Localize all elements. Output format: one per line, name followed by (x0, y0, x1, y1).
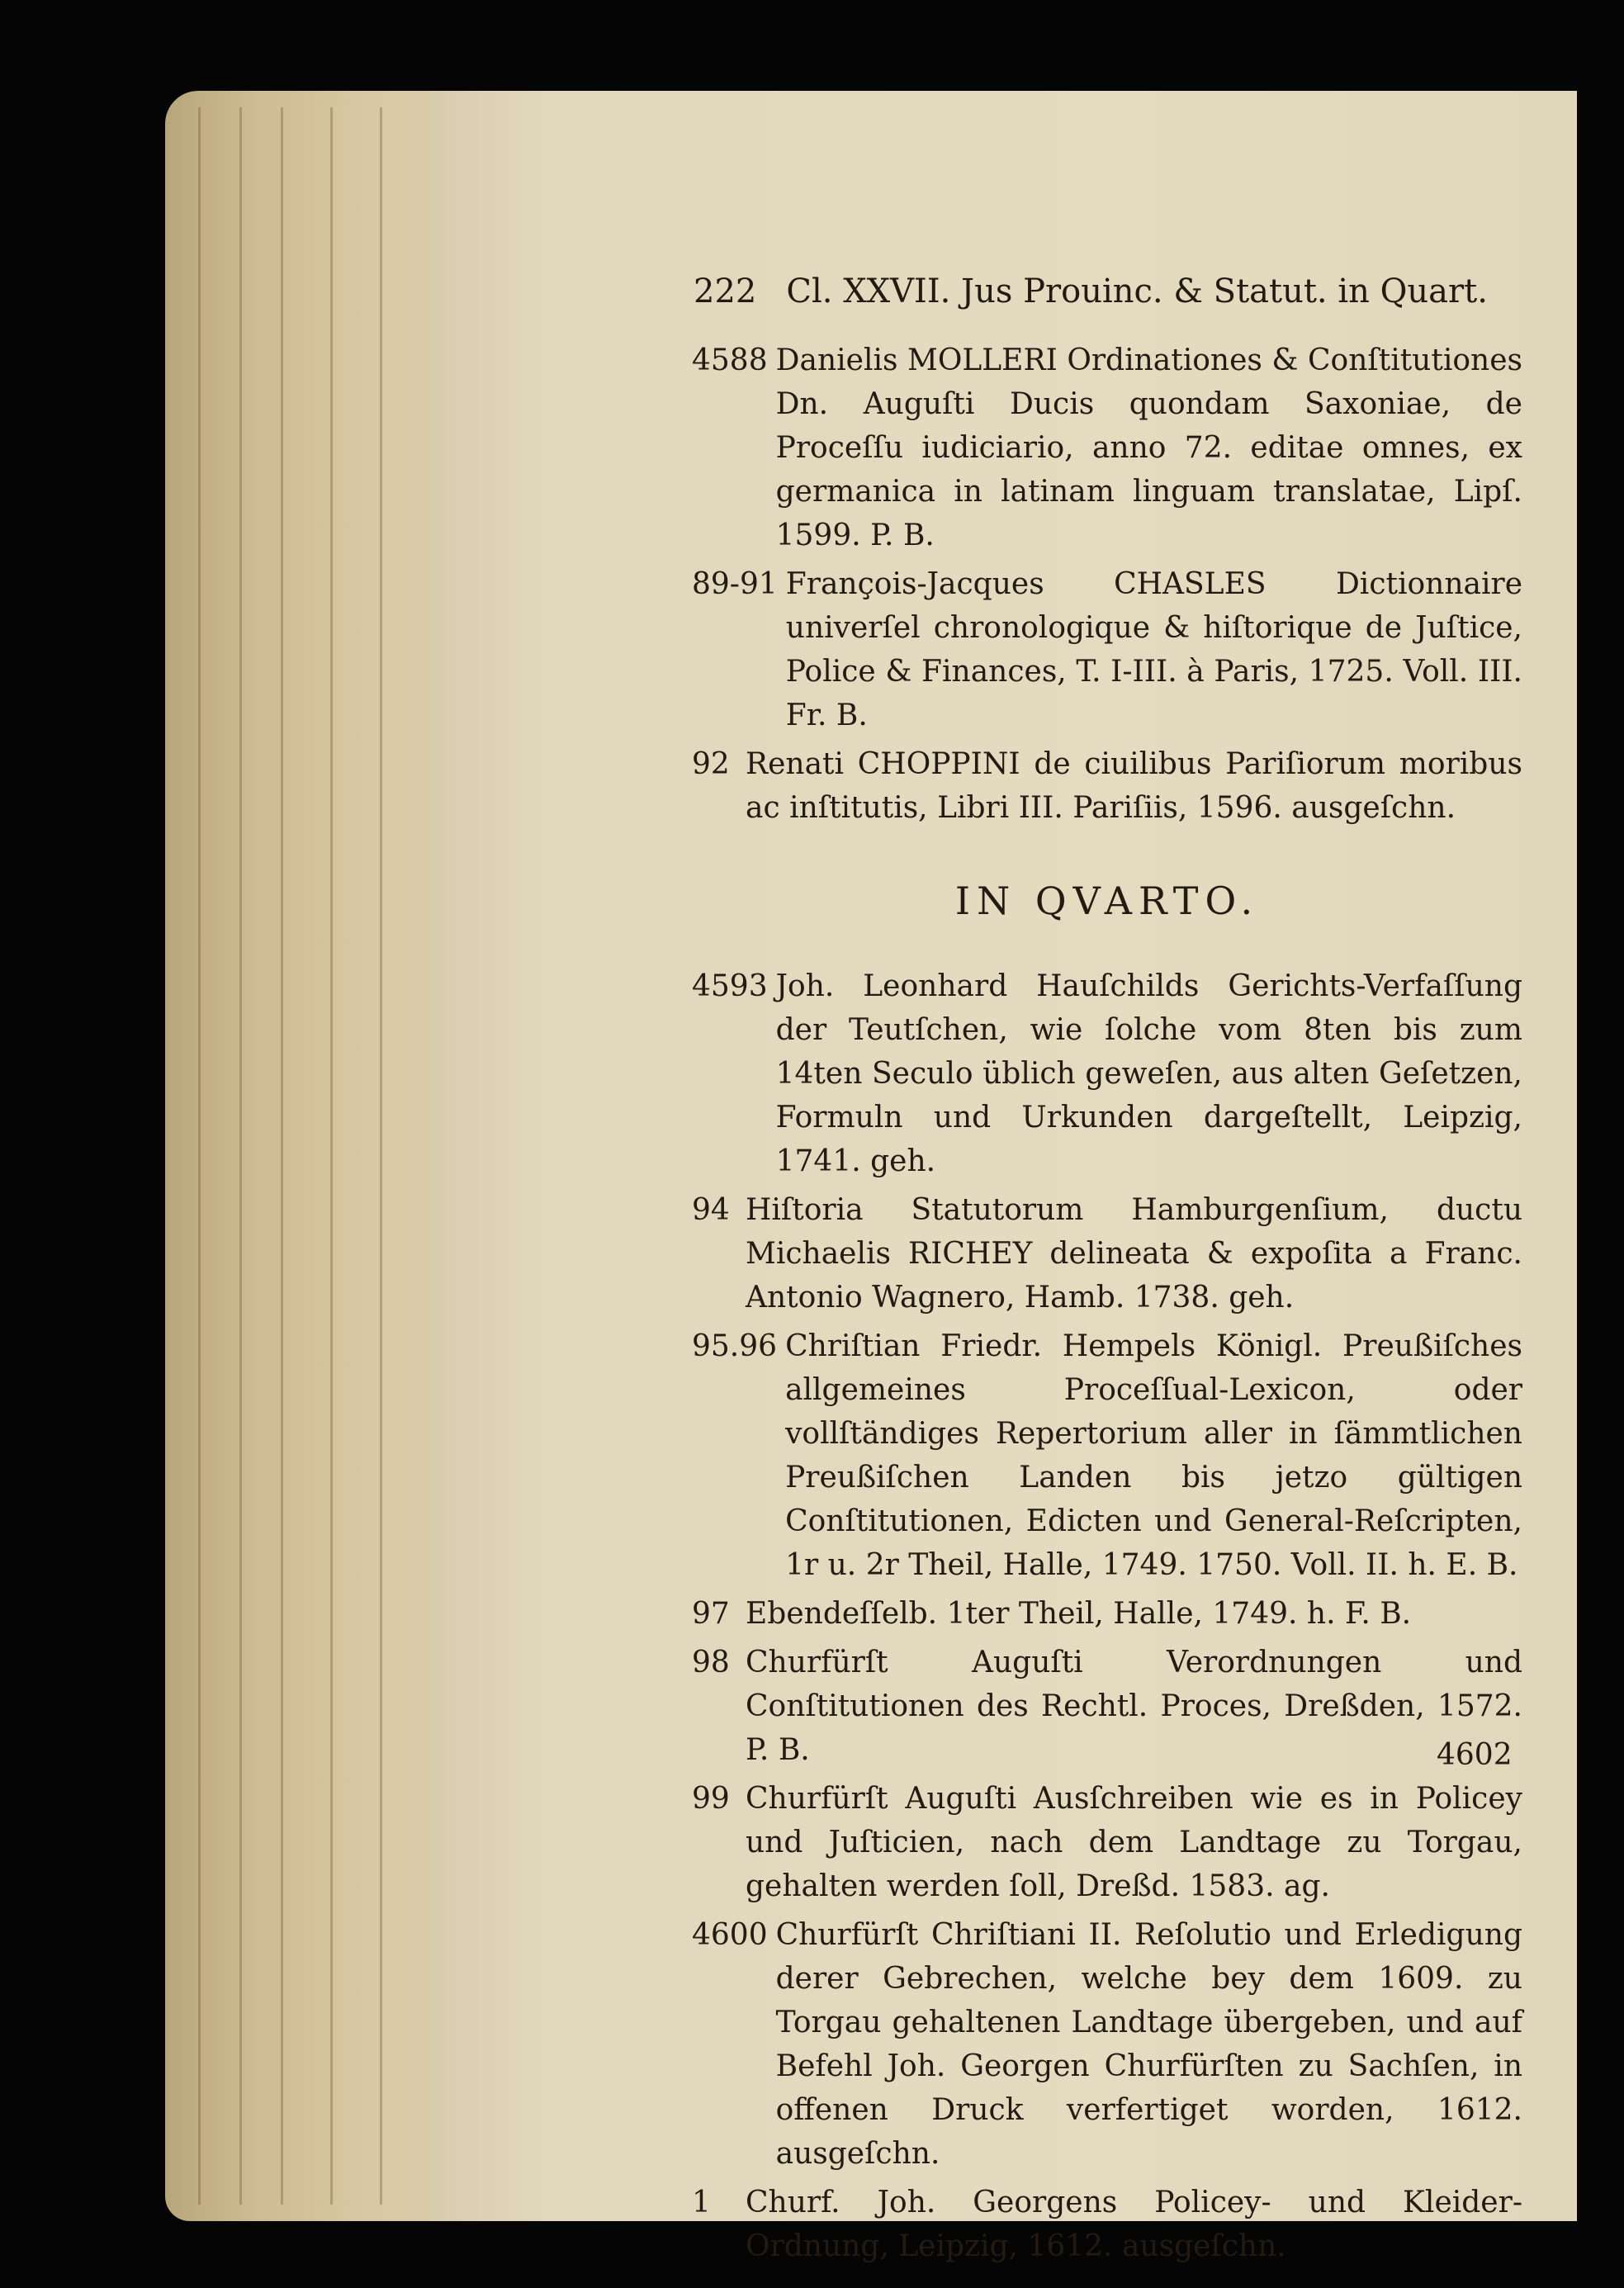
page-edge-line (380, 107, 382, 2205)
entry-text: Hiſtoria Statutorum Hamburgenſium, ductu Michaelis RICHEY delineata & expoſita a Franc. Antonio Wagnero, Hamb. 1738. geh. (746, 1193, 1522, 1315)
running-head (694, 272, 1519, 310)
entry-number: 4593 (692, 969, 768, 1003)
catalogue-entry (692, 742, 1522, 830)
catalogue-entry (692, 562, 1522, 737)
catalogue-text (692, 339, 1522, 2268)
entry-number: 92 (692, 747, 730, 781)
class-title: Cl. XXVII. Jus Prouinc. & Statut. in Quart. (786, 272, 1488, 310)
entry-number: 4588 (692, 343, 768, 377)
entry-text: Ebendeſſelb. 1ter Theil, Halle, 1749. h. F. B. (746, 1597, 1412, 1631)
entry-number: 95.96 (692, 1329, 778, 1363)
catchword: 4602 (1437, 1738, 1513, 1772)
book-page-edges (165, 91, 462, 2221)
entry-number: 4600 (692, 1918, 768, 1952)
catalogue-entry (692, 2181, 1522, 2268)
entry-text: Churf. Joh. Georgens Policey- und Kleider-Ordnung, Leipzig, 1612. ausgeſchn. (746, 2186, 1522, 2263)
entry-text: Chriſtian Friedr. Hempels Königl. Preußiſches allgemeines Proceſſual-Lexicon, oder vollſtändiges Repertorium aller in ſämmtlichen Preußiſchen Landen bis jetzo gültigen Conſtitutionen, Edicten und General-Reſcripten, 1r u. 2r Theil, Halle, 1749. 1750. Voll. II. h. E. B. (785, 1329, 1522, 1582)
section-heading: IN QVARTO. (954, 879, 1260, 923)
catalogue-entry (692, 1777, 1522, 1908)
entry-text: Renati CHOPPINI de ciuilibus Pariſiorum moribus ac inſtitutis, Libri III. Pariſiis, 1596. ausgeſchn. (746, 747, 1522, 825)
entry-number: 99 (692, 1782, 730, 1816)
entry-number: 94 (692, 1193, 730, 1227)
entry-text: Churfürſt Auguſti Verordnungen und Conſtitutionen des Rechtl. Proces, Dreßden, 1572. P. B. (746, 1646, 1522, 1767)
page-edge-line (198, 107, 201, 2205)
entry-number: 89-91 (692, 567, 778, 601)
page-edge-line (239, 107, 242, 2205)
entry-number: 97 (692, 1597, 730, 1631)
entry-text: Churfürſt Chriſtiani II. Reſolutio und Erledigung derer Gebrechen, welche bey dem 1609. zu Torgau gehaltenen Landtage übergeben, und auf Befehl Joh. Georgen Churfürſten zu Sachſen, in offenen Druck verfertiget worden, 1612. ausgeſchn. (775, 1918, 1522, 2171)
page-edge-line (330, 107, 333, 2205)
entry-text: Danielis MOLLERI Ordinationes & Conſtitutiones Dn. Auguſti Ducis quondam Saxoniae, de Proceſſu iudiciario, anno 72. editae omnes, ex germanica in latinam linguam translatae, Lipſ. 1599. P. B. (775, 343, 1522, 552)
catalogue-entry (692, 964, 1522, 1183)
entry-number: 1 (692, 2186, 711, 2219)
page-number: 222 (694, 272, 757, 310)
entry-text: Joh. Leonhard Hauſchilds Gerichts-Verfaſſung der Teutſchen, wie ſolche vom 8ten bis zum 14ten Seculo üblich geweſen, aus alten Geſetzen, Formuln und Urkunden dargeſtellt, Leipzig, 1741. geh. (775, 969, 1522, 1178)
entry-number: 98 (692, 1646, 730, 1679)
entry-text: Churfürſt Auguſti Ausſchreiben wie es in Policey und Juſticien, nach dem Landtage zu Torgau, gehalten werden ſoll, Dreßd. 1583. ag. (746, 1782, 1522, 1903)
catalogue-entry (692, 1913, 1522, 2176)
catalogue-entry (692, 1188, 1522, 1319)
catalogue-entry (692, 339, 1522, 557)
entry-text: François-Jacques CHASLES Dictionnaire univerſel chronologique & hiſtorique de Juſtice, Police & Finances, T. I-III. à Paris, 1725. Voll. III. Fr. B. (785, 567, 1522, 732)
catalogue-entry (692, 1592, 1522, 1636)
catalogue-entry (692, 1324, 1522, 1587)
catalogue-entry (692, 1641, 1522, 1772)
page-edge-line (281, 107, 283, 2205)
